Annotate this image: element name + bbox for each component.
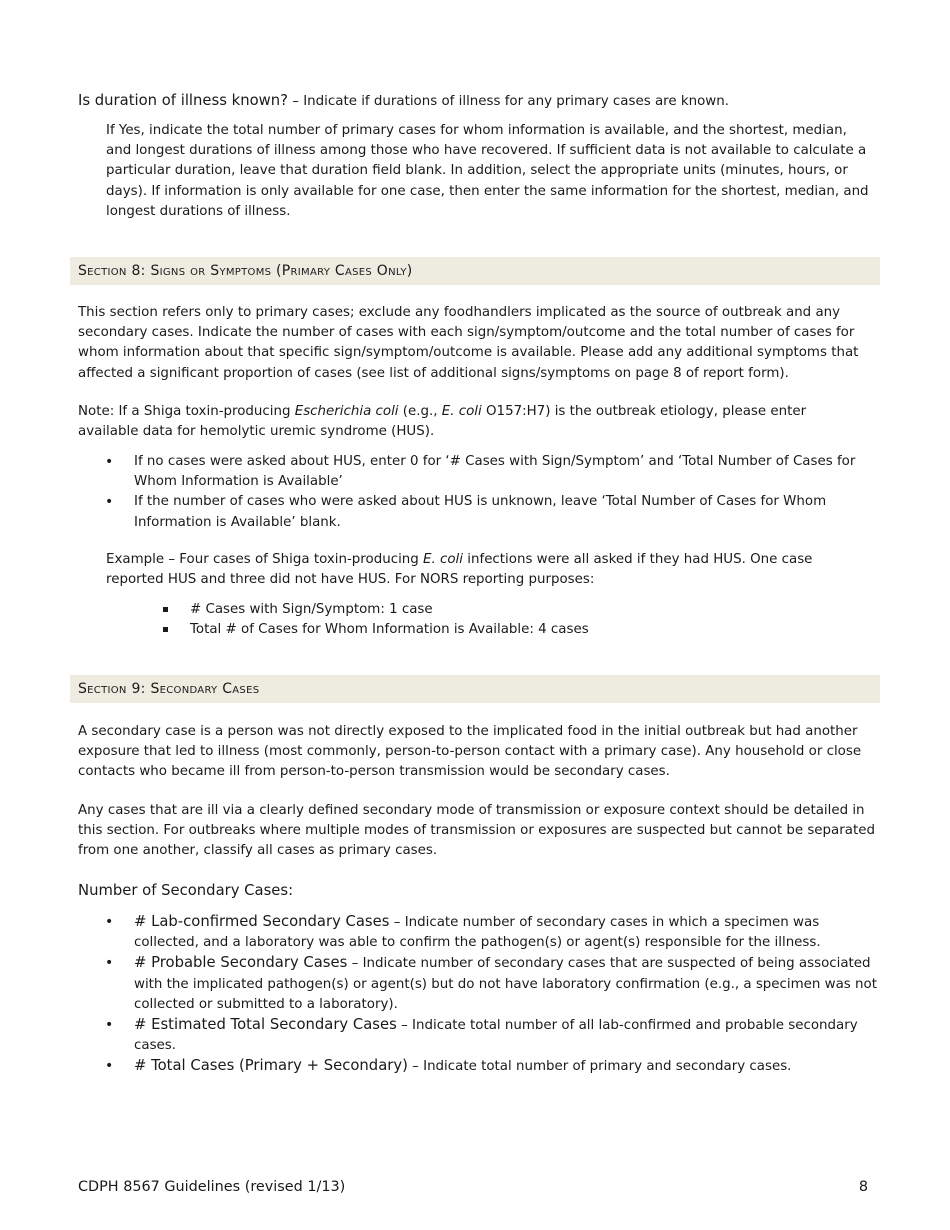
item-text: Indicate number of secondary cases that are suspected of being associated with the implicated pathogen(s) or agent(s) but do not have laboratory confirmation (e.g., a specimen was not collected or submitted to a laboratory). xyxy=(134,956,877,1012)
example-text-1: Four cases of Shiga toxin-producing xyxy=(175,552,424,567)
hus-example xyxy=(106,550,871,590)
item-text: Indicate total number of primary and secondary cases. xyxy=(423,1059,792,1075)
item-term: # Estimated Total Secondary Cases xyxy=(134,1016,397,1034)
footer-page-number: 8 xyxy=(858,1179,868,1195)
list-item xyxy=(78,912,878,953)
duration-detail-text: If Yes, indicate the total number of primary cases for whom information is available, and the shortest, median, and longest durations of illness among those who have recovered. If sufficient data is not available to calculate a particular duration, leave that duration field blank. In addition, select the appropriate units (minutes, hours, or days). If information is only available for one case, then enter the same information for the shortest, median, and longest durations of illness. xyxy=(106,123,869,219)
list-item xyxy=(78,953,878,1015)
note-italic-1: Escherichia coli xyxy=(294,404,399,419)
section-9-para-2-text: Any cases that are ill via a clearly defined secondary mode of transmission or exposure context should be detailed in this section. For outbreaks where multiple modes of transmission or exposures are suspected but cannot be separated from one another, classify all cases as primary cases. xyxy=(78,803,875,859)
section-8-title: Signs or Symptoms (Primary Cases Only) xyxy=(150,262,413,279)
list-item: • If the number of cases who were asked about HUS is unknown, leave ‘Total Number of Cases for Whom Information is Available’ blank. xyxy=(78,492,868,532)
item-dash: – xyxy=(351,956,359,972)
list-item: Total # of Cases for Whom Information is Available: 4 cases xyxy=(106,620,806,640)
note-italic-2: E. coli xyxy=(441,404,482,419)
list-item: • If no cases were asked about HUS, enter 0 for ‘# Cases with Sign/Symptom’ and ‘Total Number of Cases for Whom Information is Available’ xyxy=(78,452,868,492)
section-8-note xyxy=(78,402,868,442)
duration-dash: – xyxy=(292,94,299,109)
item-text: Indicate total number of all lab-confirmed and probable secondary cases. xyxy=(134,1018,858,1054)
item-dash: – xyxy=(412,1059,419,1075)
item-term: # Total Cases (Primary + Secondary) xyxy=(134,1057,408,1075)
hus-bullet-list xyxy=(78,452,868,533)
example-text-2: infections were all asked if they had HUS. One case reported HUS and three did not have HUS. For NORS reporting purposes: xyxy=(106,552,813,588)
duration-detail xyxy=(106,121,876,222)
section-8-intro-text: This section refers only to primary cases; exclude any foodhandlers implicated as the source of outbreak and any secondary cases. Indicate the number of cases with each sign/symptom/outcome and the total number of cases for whom information about that specific sign/symptom/outcome is available. Please add any additional symptoms that affected a significant proportion of cases (see list of additional signs/symptoms on page 8 of report form). xyxy=(78,305,859,381)
section-8-prefix: Section 8: xyxy=(78,262,146,279)
note-text-1: If a Shiga toxin-producing xyxy=(114,404,295,419)
section-9-para-1-text: A secondary case is a person was not directly exposed to the implicated food in the initial outbreak but had another exposure that led to illness (most commonly, person-to-person contact with a primary case). Any household or close contacts who became ill from person-to-person transmission would be secondary cases. xyxy=(78,724,862,780)
duration-instruction: Indicate if durations of illness for any primary cases are known. xyxy=(303,94,729,109)
section-9-para-1 xyxy=(78,722,878,783)
duration-question: Is duration of illness known? xyxy=(78,92,288,109)
section-9-para-2 xyxy=(78,801,878,862)
note-text-3: O157:H7) is the outbreak etiology, please enter available data for hemolytic uremic syndrome (HUS). xyxy=(78,404,807,440)
list-item xyxy=(78,1056,878,1077)
number-secondary-heading-text: Number of Secondary Cases: xyxy=(78,882,294,899)
item-term: # Probable Secondary Cases xyxy=(134,954,348,972)
section-9-heading xyxy=(70,675,880,703)
duration-question-line xyxy=(78,91,878,112)
footer-document-title: CDPH 8567 Guidelines (revised 1/13) xyxy=(78,1179,346,1195)
example-label: Example – xyxy=(106,552,176,567)
section-8-intro xyxy=(78,303,878,384)
list-item xyxy=(78,1015,878,1056)
secondary-cases-list xyxy=(78,912,878,1078)
list-item: # Cases with Sign/Symptom: 1 case xyxy=(106,600,806,620)
item-dash: – xyxy=(393,915,401,930)
number-secondary-heading xyxy=(78,881,578,901)
section-9-title: Secondary Cases xyxy=(150,680,260,697)
section-8-heading xyxy=(70,257,880,285)
note-label: Note: xyxy=(78,404,115,419)
example-list xyxy=(106,600,806,640)
section-9-prefix: Section 9: xyxy=(78,680,146,697)
item-text: Indicate number of secondary cases in which a specimen was collected, and a laboratory was able to confirm the pathogen(s) or agent(s) responsible for the illness. xyxy=(134,915,821,951)
note-text-2: (e.g., xyxy=(398,404,442,419)
item-term: # Lab-confirmed Secondary Cases xyxy=(134,913,390,930)
example-italic: E. coli xyxy=(423,552,464,567)
item-dash: – xyxy=(401,1018,408,1034)
